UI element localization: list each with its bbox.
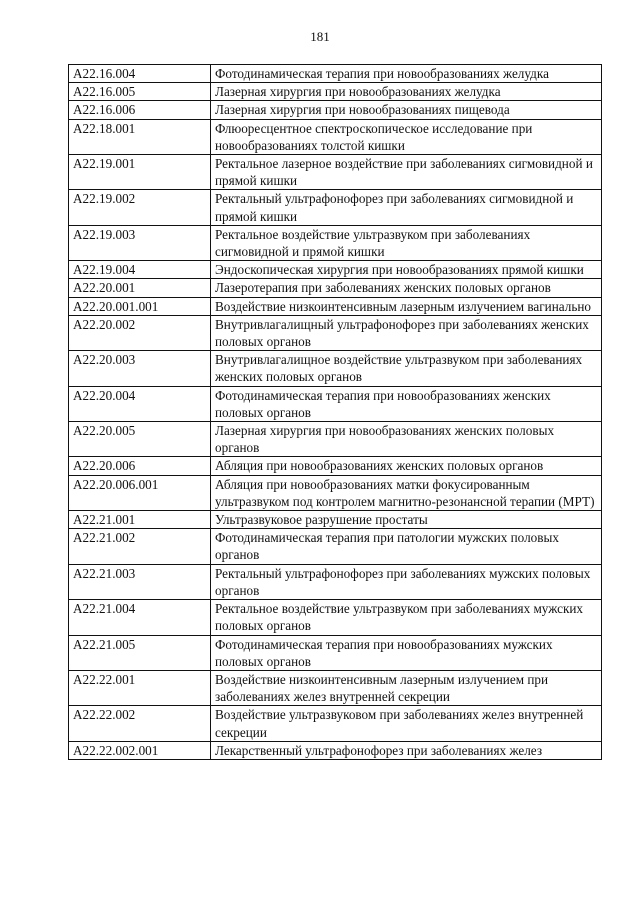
procedure-code: A22.20.001 (69, 279, 211, 297)
procedure-description: Фотодинамическая терапия при новообразованиях женских половых органов (211, 386, 602, 421)
table-row (69, 225, 602, 260)
procedure-description: Ректальное воздействие ультразвуком при заболеваниях мужских половых органов (211, 600, 602, 635)
table-row (69, 65, 602, 83)
procedure-description: Лекарственный ультрафонофорез при заболеваниях желез (211, 741, 602, 759)
procedure-description: Воздействие низкоинтенсивным лазерным излучением при заболеваниях желез внутренней секреции (211, 670, 602, 705)
procedure-description: Ректальный ультрафонофорез при заболеваниях сигмовидной и прямой кишки (211, 190, 602, 225)
procedure-description: Воздействие низкоинтенсивным лазерным излучением вагинально (211, 297, 602, 315)
procedure-description: Лазеротерапия при заболеваниях женских половых органов (211, 279, 602, 297)
table-row (69, 670, 602, 705)
table-row (69, 475, 602, 510)
table-row (69, 741, 602, 759)
table-row (69, 635, 602, 670)
procedure-code: A22.20.001.001 (69, 297, 211, 315)
table-row (69, 600, 602, 635)
procedure-code: A22.19.003 (69, 225, 211, 260)
procedure-description: Абляция при новообразованиях матки фокусированным ультразвуком под контролем магнитно-резонансной терапии (МРТ) (211, 475, 602, 510)
procedure-code: A22.19.004 (69, 261, 211, 279)
table-row (69, 297, 602, 315)
table-row (69, 155, 602, 190)
table-row (69, 457, 602, 475)
procedure-description: Ректальное лазерное воздействие при заболеваниях сигмовидной и прямой кишки (211, 155, 602, 190)
procedure-code: A22.19.001 (69, 155, 211, 190)
procedure-code: A22.20.003 (69, 351, 211, 386)
procedures-table (68, 64, 602, 760)
procedures-table-body (69, 65, 602, 760)
procedure-code: A22.16.006 (69, 101, 211, 119)
procedure-description: Эндоскопическая хирургия при новообразованиях прямой кишки (211, 261, 602, 279)
procedure-description: Лазерная хирургия при новообразованиях пищевода (211, 101, 602, 119)
procedure-code: A22.22.002.001 (69, 741, 211, 759)
procedure-description: Ректальное воздействие ультразвуком при заболеваниях сигмовидной и прямой кишки (211, 225, 602, 260)
procedure-code: A22.16.004 (69, 65, 211, 83)
procedure-code: A22.20.005 (69, 422, 211, 457)
procedure-code: A22.19.002 (69, 190, 211, 225)
table-row (69, 511, 602, 529)
procedure-description: Ректальный ультрафонофорез при заболеваниях мужских половых органов (211, 564, 602, 599)
procedure-description: Лазерная хирургия при новообразованиях женских половых органов (211, 422, 602, 457)
table-row (69, 119, 602, 154)
table-row (69, 351, 602, 386)
table-row (69, 261, 602, 279)
table-row (69, 83, 602, 101)
procedure-code: A22.20.006 (69, 457, 211, 475)
procedure-code: A22.21.001 (69, 511, 211, 529)
procedure-code: A22.22.001 (69, 670, 211, 705)
procedure-code: A22.22.002 (69, 706, 211, 741)
table-row (69, 386, 602, 421)
table-row (69, 279, 602, 297)
table-row (69, 422, 602, 457)
table-row (69, 101, 602, 119)
procedure-code: A22.21.004 (69, 600, 211, 635)
table-row (69, 315, 602, 350)
procedure-code: A22.21.003 (69, 564, 211, 599)
procedure-description: Флюоресцентное спектроскопическое исследование при новообразованиях толстой кишки (211, 119, 602, 154)
procedure-code: A22.21.002 (69, 529, 211, 564)
procedure-code: A22.20.002 (69, 315, 211, 350)
procedure-description: Лазерная хирургия при новообразованиях желудка (211, 83, 602, 101)
table-row (69, 190, 602, 225)
page-number: 181 (310, 29, 330, 44)
procedure-description: Воздействие ультразвуковом при заболеваниях желез внутренней секреции (211, 706, 602, 741)
procedure-code: A22.20.006.001 (69, 475, 211, 510)
table-row (69, 564, 602, 599)
procedure-description: Ультразвуковое разрушение простаты (211, 511, 602, 529)
table-row (69, 706, 602, 741)
procedure-code: A22.18.001 (69, 119, 211, 154)
procedure-description: Фотодинамическая терапия при патологии мужских половых органов (211, 529, 602, 564)
procedure-code: A22.16.005 (69, 83, 211, 101)
procedure-description: Фотодинамическая терапия при новообразованиях желудка (211, 65, 602, 83)
procedure-code: A22.20.004 (69, 386, 211, 421)
table-row (69, 529, 602, 564)
procedure-description: Фотодинамическая терапия при новообразованиях мужских половых органов (211, 635, 602, 670)
procedure-description: Внутривлагалищный ультрафонофорез при заболеваниях женских половых органов (211, 315, 602, 350)
procedure-description: Внутривлагалищное воздействие ультразвуком при заболеваниях женских половых органов (211, 351, 602, 386)
procedure-description: Абляция при новообразованиях женских половых органов (211, 457, 602, 475)
procedure-code: A22.21.005 (69, 635, 211, 670)
